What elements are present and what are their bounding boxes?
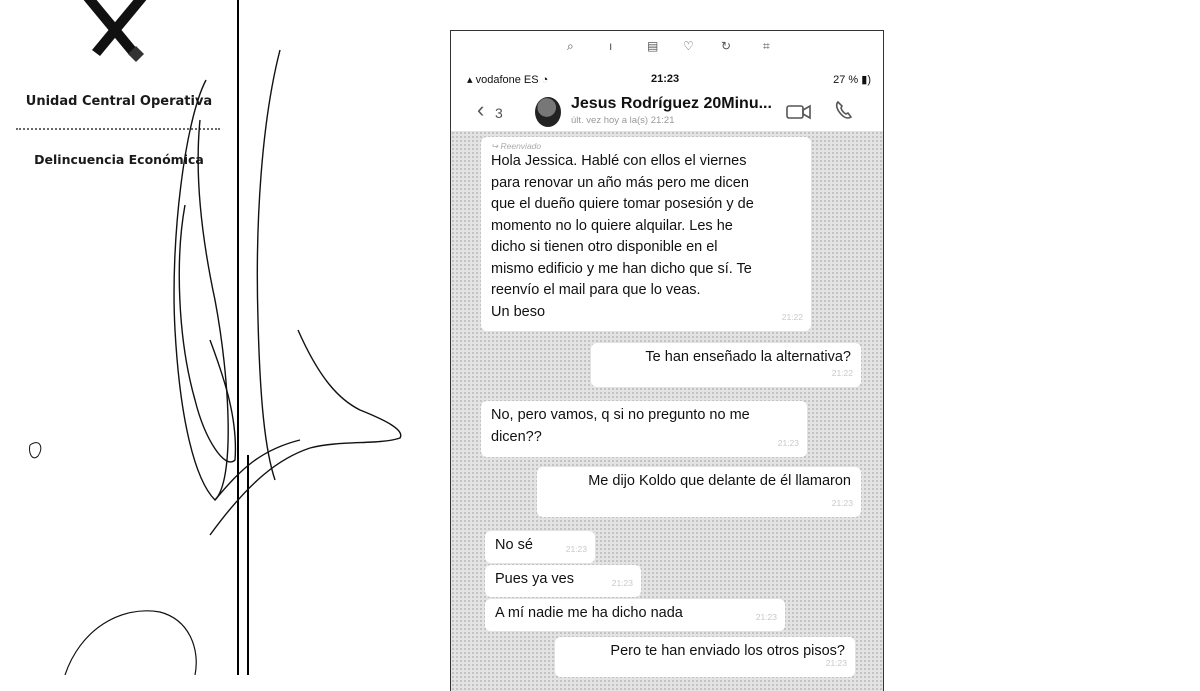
battery-indicator: 27 % ▮) [833, 74, 871, 86]
message-text: Me dijo Koldo que delante de él llamaron [588, 473, 851, 489]
message-bubble-outgoing[interactable] [555, 637, 855, 677]
message-bubble-incoming[interactable] [485, 599, 785, 631]
message-text: Pero te han enviado los otros pisos? [610, 643, 845, 659]
message-text: Pues ya ves [495, 571, 574, 587]
message-time: 21:23 [777, 437, 799, 448]
message-bubble-incoming[interactable] [481, 401, 807, 457]
message-time: 21:23 [831, 497, 853, 508]
refresh-icon: ↻ [721, 39, 732, 53]
department-title: Delincuencia Económica [34, 152, 204, 167]
status-bar [451, 73, 883, 89]
message-time: 21:22 [831, 367, 853, 378]
heart-icon: ♡ [683, 39, 694, 53]
phone-call-icon[interactable] [833, 99, 855, 121]
message-bubble-incoming[interactable] [485, 565, 641, 597]
message-time: 21:23 [825, 657, 847, 668]
phone-screenshot [450, 30, 884, 691]
margin-line [237, 0, 239, 675]
message-bubble-outgoing[interactable] [537, 467, 861, 517]
message-text: No sé [495, 537, 533, 553]
back-chevron-icon[interactable]: ‹ [477, 97, 485, 122]
message-bubble-outgoing[interactable] [591, 343, 861, 387]
message-text: A mí nadie me ha dicho nada [495, 605, 683, 621]
unit-title: Unidad Central Operativa [25, 94, 213, 109]
carrier-label: ▴ vodafone ES ◔ [467, 74, 549, 86]
avatar[interactable] [535, 97, 561, 127]
clipboard-icon: ▤ [647, 39, 659, 53]
message-text: Hola Jessica. Hablé con ellos el viernes para renovar un año más pero me dicen que el dueño quiere tomar posesión y de momento no lo quiere alquilar. Les he dicho si tienen otro disponible en el mismo edificio y me han dicho que sí. Te reenvío el mail para que lo veas. Un beso [491, 153, 754, 320]
message-bubble-incoming[interactable] [481, 137, 811, 331]
clock: 21:23 [651, 73, 680, 85]
separator-icon: ı [609, 39, 613, 53]
crop-icon: ⌗ [763, 39, 770, 53]
contact-name[interactable]: Jesus Rodríguez 20Minu... [571, 95, 772, 112]
message-time: 21:23 [755, 611, 777, 622]
chat-area[interactable] [451, 131, 883, 691]
system-tray [451, 39, 883, 57]
message-time: 21:22 [781, 311, 803, 322]
message-bubble-incoming[interactable] [485, 531, 595, 563]
margin-line-secondary [247, 455, 249, 675]
signal-icon: ▴ [467, 74, 473, 86]
message-text: No, pero vamos, q si no pregunto no me dicen?? [491, 407, 750, 445]
message-time: 21:23 [611, 577, 633, 588]
message-time: 21:23 [565, 543, 587, 554]
battery-icon: ▮) [861, 74, 871, 86]
divider-rule [16, 128, 220, 130]
unread-count[interactable]: 3 [495, 105, 503, 121]
last-seen: últ. vez hoy a la(s) 21:21 [571, 115, 675, 126]
forwarded-label: ↪ Reenviado [491, 141, 542, 151]
search-icon: ⌕ [567, 39, 574, 53]
chat-header [451, 93, 883, 131]
message-text: Te han enseñado la alternativa? [645, 349, 851, 365]
emblem-icon [70, 0, 160, 62]
video-call-icon[interactable] [785, 101, 813, 123]
wifi-icon: ◔ [541, 74, 549, 86]
